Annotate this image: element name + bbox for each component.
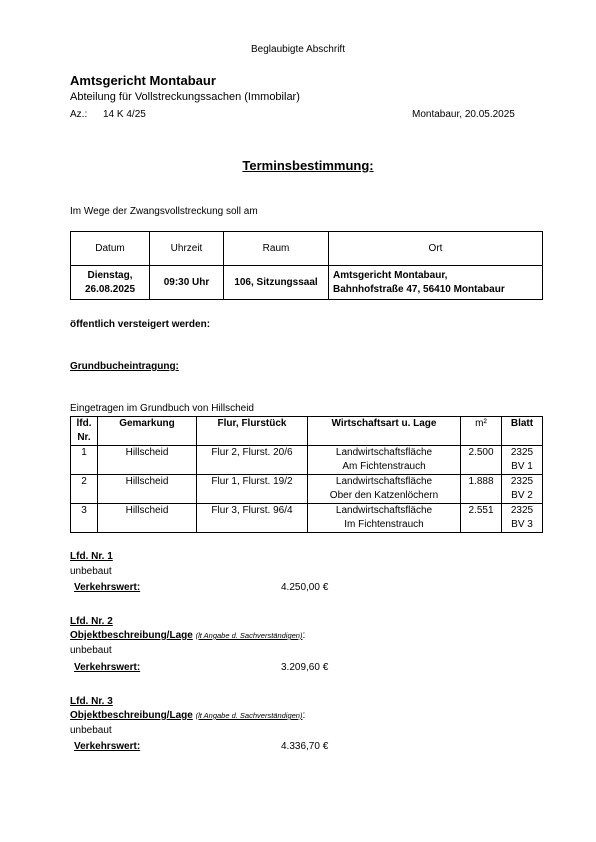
header-ort: Ort (329, 232, 543, 266)
intro-text: Im Wege der Zwangsvollstreckung soll am (70, 206, 258, 217)
row-wirtschaft (308, 446, 461, 475)
header-blatt: Blatt (502, 417, 543, 446)
lot-1-status: unbebaut (70, 566, 112, 577)
row-blatt (502, 446, 543, 475)
certified-copy-note: Beglaubigte Abschrift (251, 44, 345, 55)
appointment-place-line2: Bahnhofstraße 47, 56410 Montabaur (333, 283, 505, 295)
row-blatt-number: 2325 (510, 505, 534, 516)
lot-2-value: 3.209,60 € (281, 662, 329, 673)
row-blatt-bv: BV 1 (511, 461, 533, 472)
row-blatt-bv: BV 3 (511, 519, 533, 530)
lot-2-desc-colon: : (302, 630, 306, 641)
court-name: Amtsgericht Montabaur (70, 73, 216, 88)
table-row (71, 504, 543, 533)
appointment-place-line1: Amtsgericht Montabaur, (333, 269, 448, 281)
lot-2-desc-note: (lt Angabe d. Sachverständigen) (195, 631, 303, 640)
row-m2: 1.888 (461, 475, 502, 504)
grundbuch-heading: Grundbucheintragung: (70, 361, 179, 372)
lot-3-status: unbebaut (70, 725, 112, 736)
case-number: 14 K 4/25 (103, 109, 146, 120)
row-blatt-bv: BV 2 (511, 490, 533, 501)
page-title: Terminsbestimmung: (242, 158, 374, 173)
row-flur: Flur 3, Flurst. 96/4 (197, 504, 308, 533)
header-uhrzeit: Uhrzeit (150, 232, 224, 266)
appointment-weekday: Dienstag, (87, 269, 133, 281)
land-register-table (70, 416, 543, 533)
place-date: Montabaur, 20.05.2025 (412, 109, 515, 120)
row-m2: 2.551 (461, 504, 502, 533)
row-nr: 2 (71, 475, 98, 504)
row-wirtschaft-location: Ober den Katzenlöchern (329, 490, 439, 501)
appointment-header-row (71, 232, 543, 266)
lot-3-value: 4.336,70 € (281, 741, 329, 752)
grundbuch-intro: Eingetragen im Grundbuch von Hillscheid (70, 403, 254, 414)
land-header-row (71, 417, 543, 446)
appointment-date-value: 26.08.2025 (84, 283, 136, 295)
header-datum: Datum (71, 232, 150, 266)
header-gemarkung: Gemarkung (98, 417, 197, 446)
lot-1-heading: Lfd. Nr. 1 (70, 551, 113, 562)
lot-2-desc-label: Objektbeschreibung/Lage (70, 630, 193, 641)
lot-3-value-label: Verkehrswert: (74, 741, 141, 752)
row-m2: 2.500 (461, 446, 502, 475)
appointment-date (71, 266, 150, 300)
row-wirtschaft (308, 475, 461, 504)
lot-3-desc-note: (lt Angabe d. Sachverständigen) (195, 711, 303, 720)
lot-3-desc-label: Objektbeschreibung/Lage (70, 710, 193, 721)
header-raum: Raum (224, 232, 329, 266)
lot-1-value-label: Verkehrswert: (74, 582, 141, 593)
row-blatt (502, 475, 543, 504)
lot-2-description-line (70, 630, 305, 641)
header-lfd: lfd. (76, 418, 92, 429)
header-m2: m² (461, 417, 502, 446)
row-wirtschaft (308, 504, 461, 533)
row-wirtschaft-type: Landwirtschaftsfläche (335, 447, 433, 458)
row-wirtschaft-location: Am Fichtenstrauch (342, 461, 426, 472)
lot-2-heading: Lfd. Nr. 2 (70, 616, 113, 627)
row-blatt (502, 504, 543, 533)
lot-1-value: 4.250,00 € (281, 582, 329, 593)
header-nr: Nr. (77, 432, 91, 443)
row-wirtschaft-location: Im Fichtenstrauch (344, 519, 424, 530)
row-flur: Flur 2, Flurst. 20/6 (197, 446, 308, 475)
header-lfd-nr (71, 417, 98, 446)
header-flur: Flur, Flurstück (197, 417, 308, 446)
lot-3-heading: Lfd. Nr. 3 (70, 696, 113, 707)
appointment-place (329, 266, 543, 300)
outcome-text: öffentlich versteigert werden: (70, 319, 211, 330)
appointment-table (70, 231, 543, 300)
row-wirtschaft-type: Landwirtschaftsfläche (335, 505, 433, 516)
row-gemarkung: Hillscheid (98, 475, 197, 504)
row-blatt-number: 2325 (510, 476, 534, 487)
row-gemarkung: Hillscheid (98, 504, 197, 533)
row-wirtschaft-type: Landwirtschaftsfläche (335, 476, 433, 487)
lot-2-status: unbebaut (70, 645, 112, 656)
lot-3-desc-colon: : (302, 710, 306, 721)
table-row (71, 475, 543, 504)
court-department: Abteilung für Vollstreckungssachen (Immobilar) (70, 91, 300, 103)
lot-3-description-line (70, 710, 305, 721)
appointment-room: 106, Sitzungssaal (224, 266, 329, 300)
row-gemarkung: Hillscheid (98, 446, 197, 475)
table-row (71, 446, 543, 475)
row-nr: 3 (71, 504, 98, 533)
header-wirtschaft: Wirtschaftsart u. Lage (308, 417, 461, 446)
row-flur: Flur 1, Flurst. 19/2 (197, 475, 308, 504)
appointment-value-row (71, 266, 543, 300)
lot-2-value-label: Verkehrswert: (74, 662, 141, 673)
appointment-time: 09:30 Uhr (150, 266, 224, 300)
case-number-label: Az.: (70, 109, 88, 120)
row-nr: 1 (71, 446, 98, 475)
row-blatt-number: 2325 (510, 447, 534, 458)
